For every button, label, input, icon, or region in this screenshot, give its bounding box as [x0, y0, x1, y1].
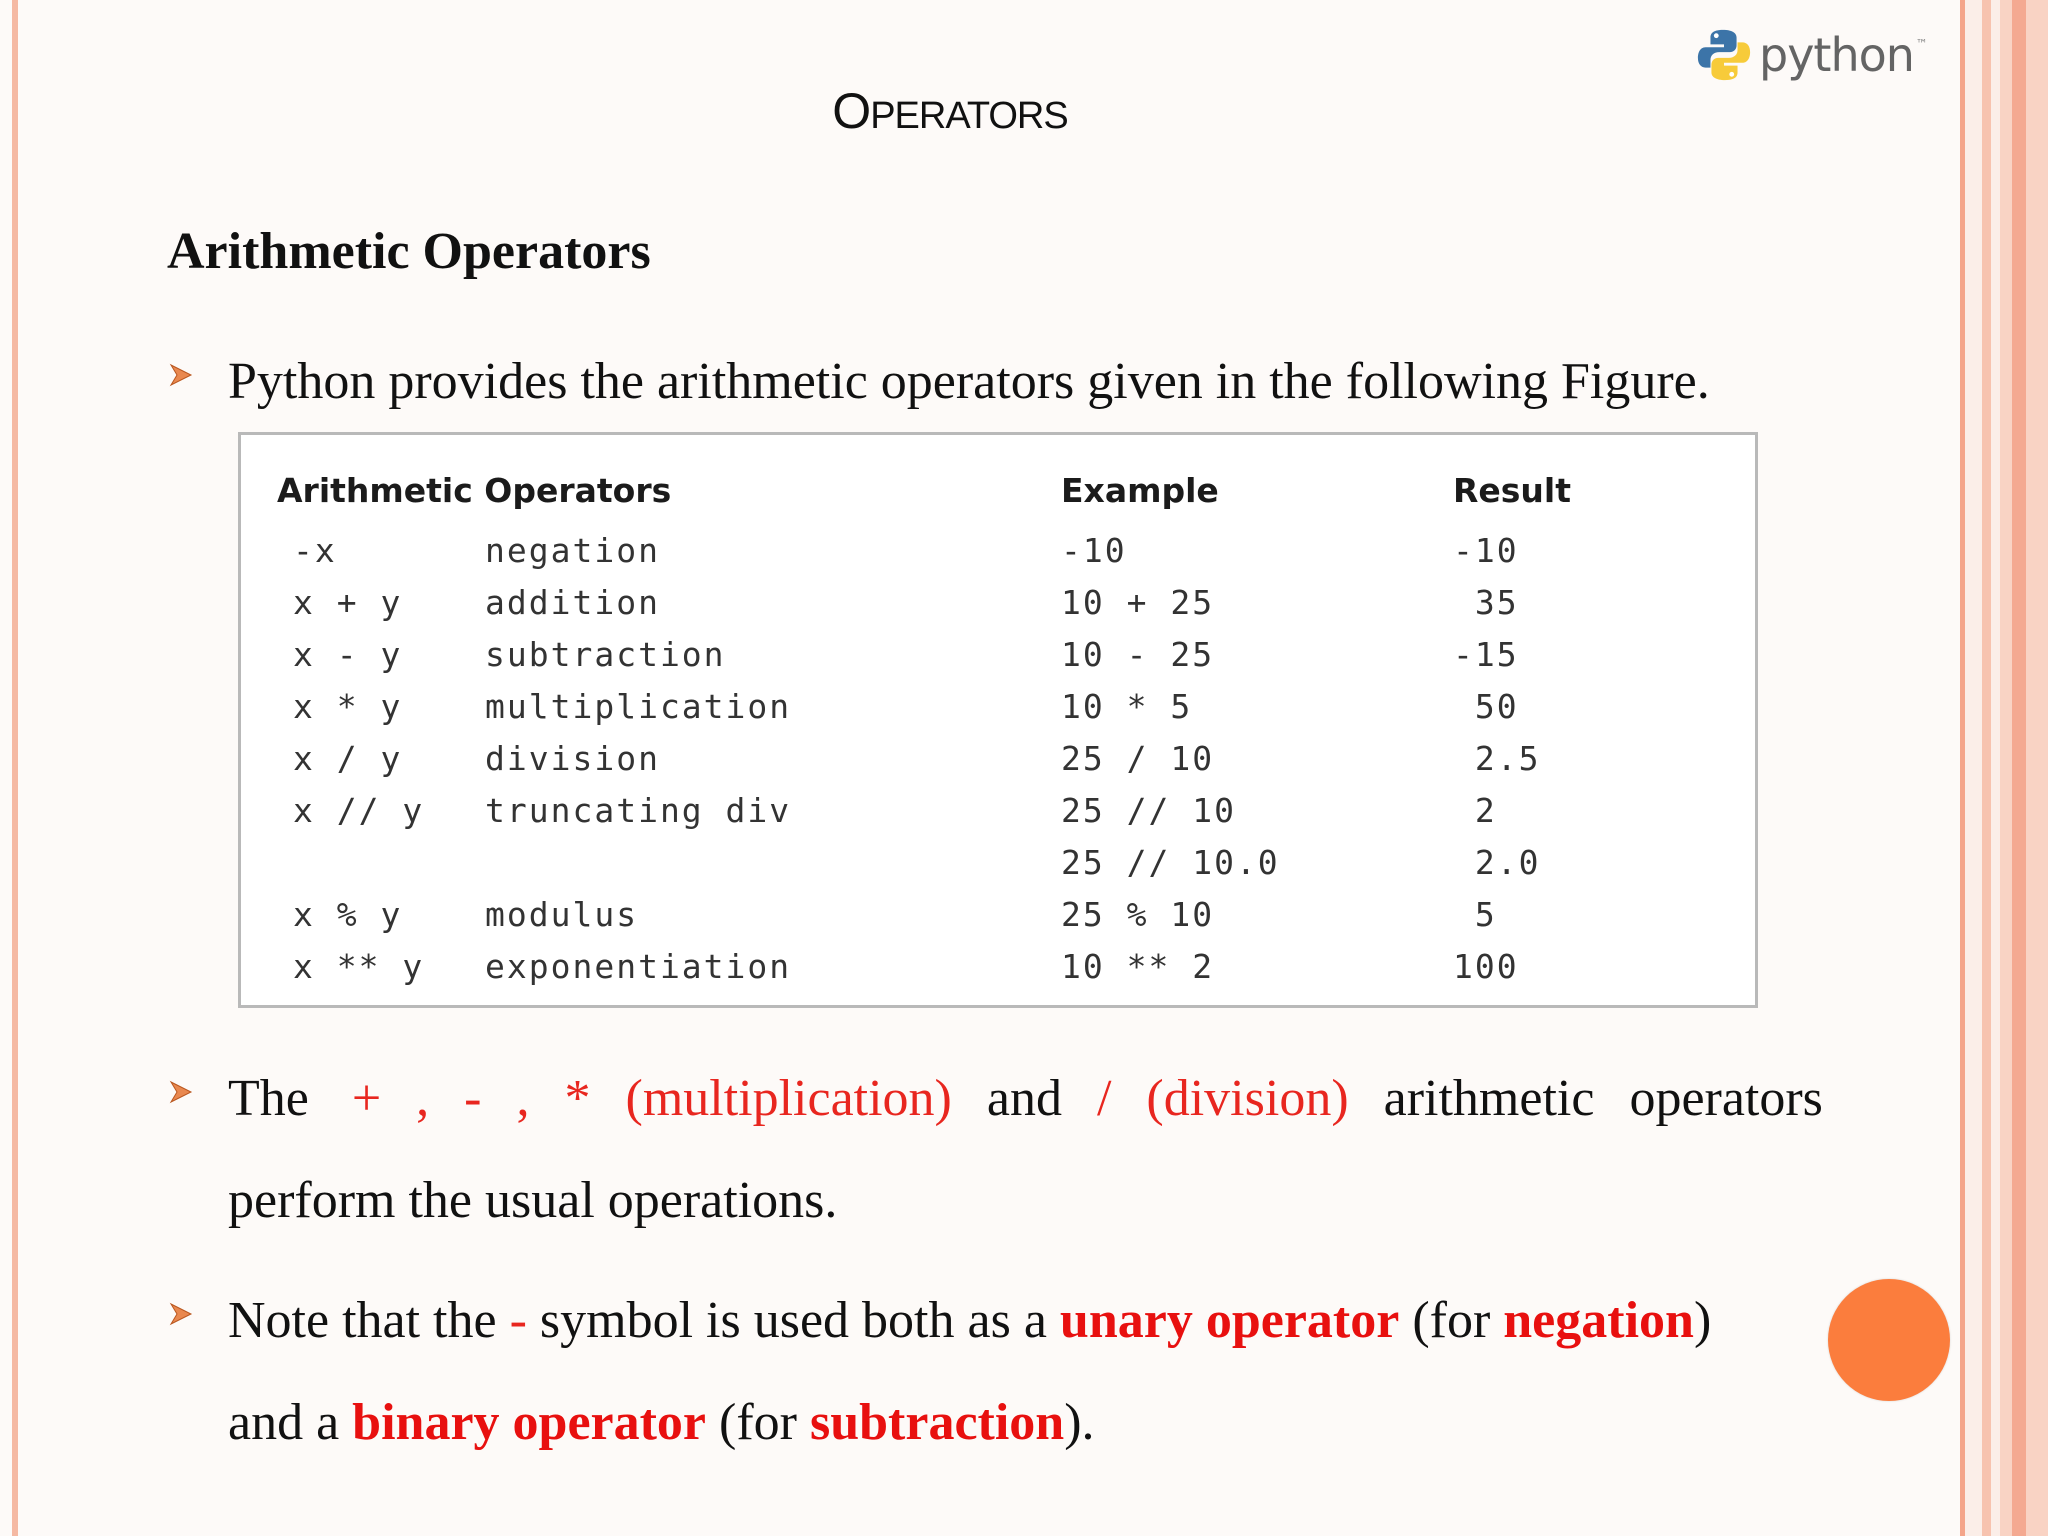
table-cell-name: truncating div [485, 791, 792, 830]
table-cell-op: x ** y [293, 947, 425, 986]
text-run: arithmetic [1383, 1070, 1595, 1127]
text-run: ). [1064, 1394, 1095, 1451]
term-negation: negation [1503, 1292, 1694, 1349]
arrowhead-bullet-icon [168, 362, 194, 388]
term-binary-operator: binary operator [352, 1394, 707, 1451]
title-first-letter: O [832, 83, 871, 139]
bullet-text-continued [228, 1393, 1095, 1452]
page-title [0, 82, 1900, 140]
table-cell-example: 10 * 5 [1061, 687, 1193, 726]
python-snake-logo-icon [1695, 26, 1753, 84]
operator-slash: / [1096, 1070, 1112, 1127]
table-cell-result: 50 [1453, 687, 1519, 726]
text-run: (for [719, 1394, 797, 1451]
right-border-stripe [1960, 0, 1965, 1536]
table-cell-example: -10 [1061, 531, 1127, 570]
text-run: ) [1693, 1292, 1712, 1349]
table-cell-op: x - y [293, 635, 403, 674]
table-cell-op: x / y [293, 739, 403, 778]
table-cell-example: 25 % 10 [1061, 895, 1215, 934]
arrowhead-bullet-icon [168, 1079, 194, 1105]
term-subtraction: subtraction [809, 1394, 1065, 1451]
table-cell-op: x + y [293, 583, 403, 622]
text-run: (multiplication) [625, 1070, 952, 1127]
bullet-text [228, 1291, 1711, 1350]
table-cell-op: x % y [293, 895, 403, 934]
text-run: and [986, 1070, 1062, 1127]
table-cell-op: x // y [293, 791, 425, 830]
table-header-result: Result [1453, 471, 1572, 510]
table-cell-result: 2.5 [1453, 739, 1541, 778]
text-run: (division) [1146, 1070, 1349, 1127]
python-wordmark: python [1759, 28, 1914, 82]
text-run: operators [1629, 1070, 1823, 1127]
table-cell-name: modulus [485, 895, 639, 934]
table-cell-op: -x [293, 531, 337, 570]
operators-table-figure [238, 432, 1758, 1008]
operator-plus: + [351, 1070, 382, 1127]
bullet-text [228, 1069, 1823, 1128]
text-run: Note that the [228, 1292, 497, 1349]
right-border-stripe [2012, 0, 2026, 1536]
table-cell-example: 25 / 10 [1061, 739, 1215, 778]
table-cell-result: 100 [1453, 947, 1519, 986]
table-cell-example: 25 // 10 [1061, 791, 1236, 830]
table-cell-result: 2.0 [1453, 843, 1541, 882]
operator-minus: - [464, 1070, 482, 1127]
table-cell-result: 35 [1453, 583, 1519, 622]
table-cell-result: 2 [1453, 791, 1497, 830]
table-cell-example: 10 ** 2 [1061, 947, 1215, 986]
table-cell-op: x * y [293, 687, 403, 726]
left-border-stripe [12, 0, 18, 1536]
term-unary-operator: unary operator [1059, 1292, 1400, 1349]
table-header-example: Example [1061, 471, 1219, 510]
operator-minus: - [509, 1292, 527, 1349]
title-rest: PERATORS [870, 95, 1068, 137]
table-cell-result: -15 [1453, 635, 1519, 674]
text-run: and a [228, 1394, 340, 1451]
table-cell-name: negation [485, 531, 660, 570]
table-cell-name: exponentiation [485, 947, 792, 986]
operator-star: * [564, 1070, 591, 1127]
text-run: , [416, 1070, 430, 1127]
table-cell-name: division [485, 739, 660, 778]
highlight-dot [1828, 1279, 1950, 1401]
table-cell-example: 10 + 25 [1061, 583, 1215, 622]
table-cell-name: subtraction [485, 635, 726, 674]
table-cell-name: multiplication [485, 687, 792, 726]
table-header-operators: Arithmetic Operators [277, 471, 672, 510]
table-cell-name: addition [485, 583, 660, 622]
table-cell-result: 5 [1453, 895, 1497, 934]
right-border-stripe [1982, 0, 1991, 1536]
text-run: symbol is used both as a [539, 1292, 1047, 1349]
text-run: The [228, 1070, 309, 1127]
bullet-text: Python provides the arithmetic operators given in the following Figure. [228, 353, 1710, 410]
trademark-symbol: ™ [1915, 37, 1928, 51]
table-cell-example: 10 - 25 [1061, 635, 1215, 674]
arrowhead-bullet-icon [168, 1301, 194, 1327]
table-cell-example: 25 // 10.0 [1061, 843, 1280, 882]
python-logo [1695, 20, 1935, 90]
text-run: , [516, 1070, 530, 1127]
table-cell-result: -10 [1453, 531, 1519, 570]
bullet-text-continued: perform the usual operations. [228, 1172, 838, 1229]
section-heading: Arithmetic Operators [167, 223, 651, 280]
text-run: (for [1412, 1292, 1491, 1349]
